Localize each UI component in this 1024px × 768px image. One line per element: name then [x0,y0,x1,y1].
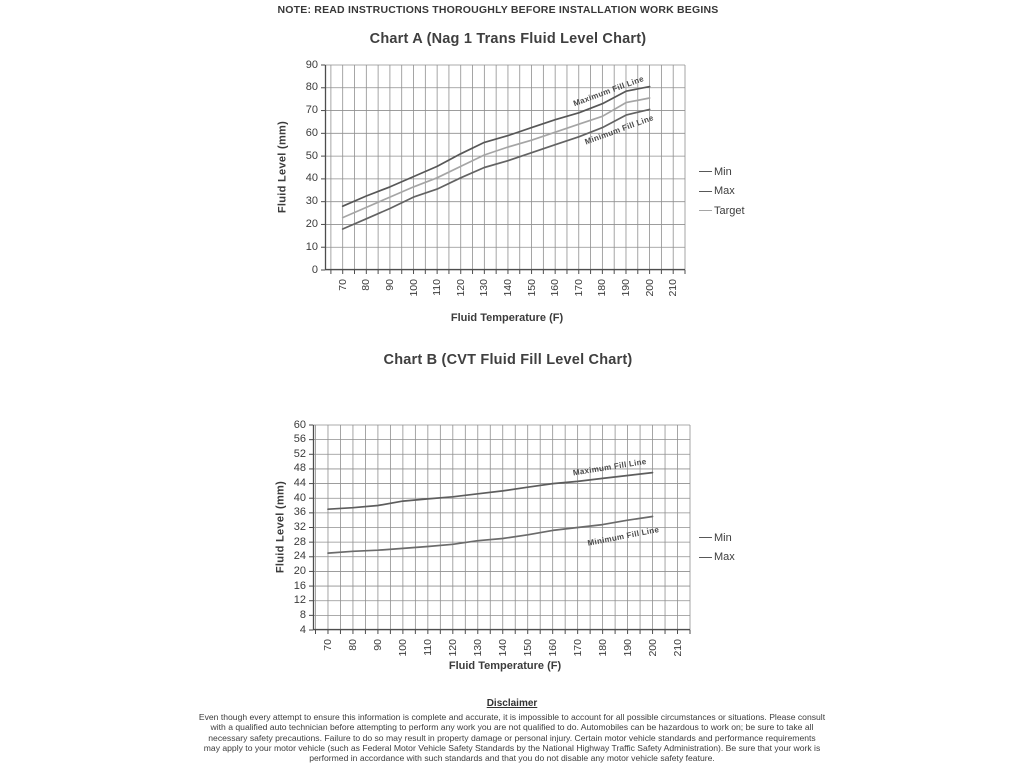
legend-item-max [699,548,735,568]
chart-a-x-tick-label: 140 [501,279,514,297]
chart-b-y-tick-label: 28 [293,535,306,548]
chart-b-y-tick-label: 60 [293,418,306,431]
disclaimer-heading: Disclaimer [486,698,538,709]
chart-a-x-tick-label: 90 [383,279,396,291]
legend-item-max [699,182,745,202]
chart-a-x-tick-label: 70 [336,279,349,291]
line-sample-max [699,557,712,558]
chart-a-y-tick-label: 0 [311,263,318,276]
chart-a-x-tick-label: 200 [643,279,656,297]
chart-a-y-tick-label: 40 [305,172,318,185]
chart-b-y-tick-label: 16 [293,579,306,592]
chart-b-annotation: Minimum Fill Line [586,525,660,548]
chart-b-x-tick-label: 140 [496,639,509,657]
legend-label-max: Max [714,185,735,198]
chart-a-y-tick-label: 30 [305,195,318,208]
chart-a-x-tick-label: 180 [596,279,609,297]
legend-label-max: Max [714,551,735,564]
chart-b-y-tick-label: 36 [293,506,306,519]
line-sample-min [699,537,712,538]
chart-b-legend [699,528,735,567]
chart-b-grid [313,425,690,630]
chart-a-y-tick-label: 70 [305,104,318,117]
chart-b-x-tick-label: 170 [571,639,584,657]
chart-b-x-tick-label: 80 [346,639,359,651]
chart-b-x-tick-label: 190 [621,639,634,657]
chart-a-x-axis-title: Fluid Temperature (F) [450,312,564,324]
chart-a-y-tick-label: 90 [305,58,318,71]
disclaimer-line: performed in accordance with such standards and that you do not disable any motor vehicle safety feature. [309,753,715,764]
chart-b-y-tick-label: 12 [293,594,306,607]
chart-a-x-tick-label: 100 [407,279,420,297]
chart-a-x-tick-label: 210 [667,279,680,297]
chart-a-y-axis-title: Fluid Level (mm) [276,120,289,214]
chart-b-x-tick-label: 90 [371,639,384,651]
legend-item-target [699,201,745,221]
line-sample-target [699,210,712,211]
disclaimer-text [182,712,842,763]
chart-a-grid [325,65,685,270]
note-banner: NOTE: READ INSTRUCTIONS THOROUGHLY BEFORE INSTALLATION WORK BEGINS [277,4,719,16]
chart-a-annotation: Minimum Fill Line [583,113,655,147]
legend-item-min [699,162,745,182]
chart-b-y-tick-label: 24 [293,550,306,563]
chart-b-y-tick-label: 48 [293,462,306,475]
disclaimer-line: may apply to your motor vehicle (such as Federal Motor Vehicle Safety Standards by the National Highway Traffic Safety Administration). Be sure that your work is [203,742,821,753]
chart-a-ticks [321,65,685,274]
chart-a-x-tick-label: 170 [572,279,585,297]
chart-a-plot [325,65,685,270]
chart-b-y-tick-label: 40 [293,491,306,504]
chart-b-y-tick-label: 4 [299,623,306,636]
chart-a-x-tick-label: 150 [525,279,538,297]
chart-a-x-tick-label: 110 [431,279,444,296]
chart-b-x-tick-label: 100 [396,639,409,657]
chart-b-plot [313,425,690,630]
chart-b-x-tick-label: 70 [321,639,334,651]
legend-item-min [699,528,735,548]
disclaimer-line: with a qualified auto technician before attempting to perform any work you are not qualified to do. Automobiles can be hazardous to work on; be sure to take all [210,722,814,733]
chart-b-y-axis-title: Fluid Level (mm) [274,480,287,574]
chart-b-annotation: Maximum Fill Line [572,456,648,478]
chart-b-x-tick-label: 150 [521,639,534,657]
legend-label-min: Min [714,531,732,544]
chart-b-x-tick-label: 120 [446,639,459,657]
chart-a-legend [699,162,745,221]
chart-b-y-tick-label: 56 [293,433,306,446]
chart-b-x-tick-label: 200 [646,639,659,657]
chart-b-y-tick-label: 20 [293,564,306,577]
disclaimer-line: necessary safety precautions. Failure to do so may result in property damage or personal injury. Certain motor vehicle standards and performance requirements [208,732,816,743]
chart-b-y-tick-label: 52 [293,447,306,460]
disclaimer-line: Even though every attempt to ensure this information is complete and accurate, it is impossible to account for all possible circumstances or situations. Please consult [198,712,826,722]
line-sample-min [699,171,712,172]
chart-a-x-tick-label: 160 [549,279,562,297]
chart-b-x-tick-label: 160 [546,639,559,657]
chart-b-y-tick-label: 44 [293,477,306,490]
chart-b-x-tick-label: 210 [671,639,684,657]
chart-a-y-tick-label: 50 [305,149,318,162]
chart-a-axes [325,65,685,270]
legend-label-min: Min [714,165,732,178]
chart-a-x-tick-label: 120 [454,279,467,297]
chart-a-y-tick-label: 20 [305,217,318,230]
chart-a-x-tick-label: 190 [619,279,632,297]
legend-label-target: Target [714,204,745,217]
chart-a-annotation: Maximum Fill Line [572,74,646,109]
chart-b-x-tick-label: 110 [421,639,434,656]
chart-a-x-tick-label: 130 [478,279,491,297]
chart-a-y-tick-label: 80 [305,81,318,94]
chart-a-y-tick-label: 10 [305,240,318,253]
chart-a-y-tick-label: 60 [305,126,318,139]
chart-b-x-tick-label: 180 [596,639,609,657]
chart-a-title: Chart A (Nag 1 Trans Fluid Level Chart) [369,31,647,47]
chart-a-x-tick-label: 80 [360,279,373,291]
chart-b-y-tick-label: 32 [293,521,306,533]
chart-b-x-axis-title: Fluid Temperature (F) [448,660,562,672]
chart-b-title: Chart B (CVT Fluid Fill Level Chart) [383,352,633,368]
line-sample-max [699,191,712,192]
chart-b-x-tick-label: 130 [471,639,484,657]
chart-b-y-tick-label: 8 [299,608,306,621]
